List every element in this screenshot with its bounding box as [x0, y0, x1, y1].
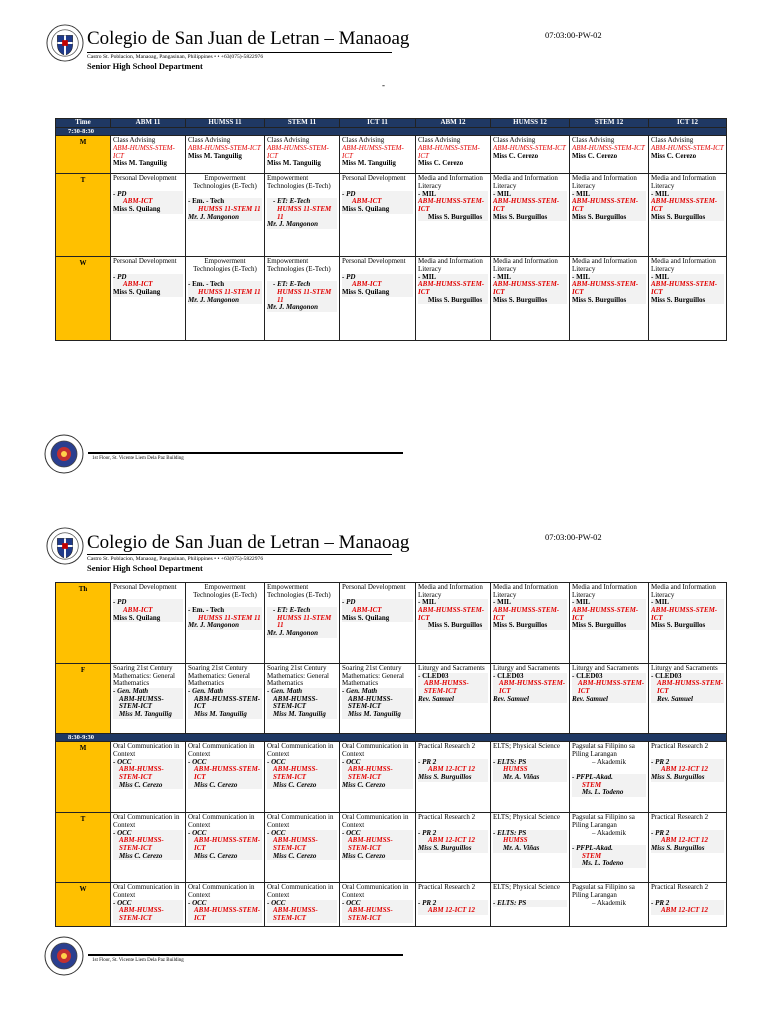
table-cell: Oral Communication in Context - OCC ABM-HUMSS-STEM-ICT Miss C. Cerezo [265, 813, 340, 883]
table-cell: Liturgy and Sacraments - CLED03 ABM-HUMSS-STEM-ICT Rev. Samuel [416, 664, 491, 734]
table-cell: Oral Communication in Context - OCC ABM-HUMSS-STEM-ICT Miss C. Cerezo [265, 742, 340, 813]
schedule-table-page-1 [55, 118, 727, 341]
table-cell: Empowerment Technologies (E-Tech) - ET: E-Tech HUMSS 11-STEM 11 Mr. J. Mangonon [265, 174, 340, 257]
table-cell: Media and Information Literacy - MIL ABM-HUMSS-STEM-ICT Miss S. Burguillos [570, 583, 649, 664]
day-label: M [56, 136, 111, 174]
table-cell: Oral Communication in Context - OCC ABM-HUMSS-STEM-ICT [186, 883, 265, 927]
school-seal-icon [46, 527, 84, 565]
table-cell: Personal Development - PD ABM-ICT Miss S. Quilang [340, 174, 416, 257]
table-cell: Media and Information Literacy - MIL ABM-HUMSS-STEM-ICT Miss S. Burguillos [491, 257, 570, 341]
table-row [56, 583, 727, 664]
footer-seal-icon [44, 434, 84, 474]
day-label: T [56, 813, 111, 883]
table-cell: Media and Information Literacy - MIL ABM-HUMSS-STEM-ICT Miss S. Burguillos [649, 257, 727, 341]
table-cell: Media and Information Literacy - MIL ABM-HUMSS-STEM-ICT Miss S. Burguillos [491, 583, 570, 664]
table-cell: ELTS; Physical Science - ELTS: PS [491, 883, 570, 927]
footer-text: 1st Floor, St. Vicente Liem Dela Paz Building [92, 958, 184, 963]
table-cell: Class Advising ABM-HUMSS-STEM-ICT Miss C. Cerezo [649, 136, 727, 174]
document-code: 07:03:00-PW-02 [545, 30, 602, 40]
table-cell: Class Advising ABM-HUMSS-STEM-ICT Miss M. Tanguilig [186, 136, 265, 174]
table-cell: Pagsulat sa Filipino sa Piling Larangan – Akademik - PFPL-Akad. STEM Ms. L. Todeno [570, 742, 649, 813]
table-cell: Class Advising ABM-HUMSS-STEM-ICT Miss M. Tanguilig [340, 136, 416, 174]
table-cell: Oral Communication in Context - OCC ABM-HUMSS-STEM-ICT Miss C. Cerezo [340, 742, 416, 813]
time-slot-label: 7:30-8:30 [56, 128, 727, 136]
table-cell: Class Advising ABM-HUMSS-STEM-ICT Miss M. Tanguilig [265, 136, 340, 174]
table-row [56, 813, 727, 883]
table-cell: Practical Research 2 - PR 2 ABM 12-ICT 12 Miss S. Burguillos [416, 813, 491, 883]
day-label: F [56, 664, 111, 734]
table-cell: Empowerment Technologies (E-Tech) - Em. - Tech HUMSS 11-STEM 11 Mr. J. Mangonon [186, 583, 265, 664]
table-cell: Personal Development - PD ABM-ICT Miss S. Quilang [111, 257, 186, 341]
school-name: Colegio de San Juan de Letran – Manaoag [87, 532, 410, 553]
table-cell: Liturgy and Sacraments - CLED03 ABM-HUMSS-STEM-ICT Rev. Samuel [649, 664, 727, 734]
table-cell: Oral Communication in Context - OCC ABM-HUMSS-STEM-ICT Miss C. Cerezo [186, 813, 265, 883]
table-cell: Media and Information Literacy - MIL ABM-HUMSS-STEM-ICT Miss S. Burguillos [649, 583, 727, 664]
footer-text: 1st Floor, St. Vicente Liem Dela Paz Building [92, 456, 184, 461]
header-dash: - [382, 80, 385, 90]
table-row [56, 664, 727, 734]
table-cell: Soaring 21st Century Mathematics: General Mathematics - Gen. Math ABM-HUMSS-STEM-ICT Miss M. Tanguilig [265, 664, 340, 734]
department-name: Senior High School Department [87, 563, 203, 573]
col-ict11: ICT 11 [340, 119, 416, 128]
table-cell: Class Advising ABM-HUMSS-STEM-ICT Miss C. Cerezo [491, 136, 570, 174]
header-underline [87, 554, 392, 555]
school-name: Colegio de San Juan de Letran – Manaoag [87, 28, 410, 49]
table-cell: Oral Communication in Context - OCC ABM-HUMSS-STEM-ICT Miss C. Cerezo [111, 742, 186, 813]
day-label: W [56, 883, 111, 927]
footer-seal-icon [44, 936, 84, 976]
table-cell: Class Advising ABM-HUMSS-STEM-ICT Miss M. Tanguilig [111, 136, 186, 174]
table-row [56, 257, 727, 341]
table-cell: Media and Information Literacy - MIL ABM-HUMSS-STEM-ICT Miss S. Burguillos [570, 257, 649, 341]
page-2 [0, 512, 768, 1024]
time-slot-label: 8:30-9:30 [56, 734, 727, 742]
col-abm11: ABM 11 [111, 119, 186, 128]
table-cell: Personal Development - PD ABM-ICT Miss S. Quilang [111, 174, 186, 257]
col-stem11: STEM 11 [265, 119, 340, 128]
schedule-table-page-2 [55, 582, 727, 927]
column-header-row [56, 119, 727, 128]
table-cell: Practical Research 2 - PR 2 ABM 12-ICT 12 [649, 883, 727, 927]
footer-line [88, 954, 403, 956]
department-name: Senior High School Department [87, 61, 203, 71]
table-cell: Liturgy and Sacraments - CLED03 ABM-HUMSS-STEM-ICT Rev. Samuel [491, 664, 570, 734]
table-cell: Oral Communication in Context - OCC ABM-HUMSS-STEM-ICT [340, 883, 416, 927]
time-slot-row [56, 128, 727, 136]
table-cell: Pagsulat sa Filipino sa Piling Larangan – Akademik [570, 883, 649, 927]
table-cell: Media and Information Literacy - MIL ABM-HUMSS-STEM-ICT Miss S. Burguillos [416, 257, 491, 341]
table-cell: Media and Information Literacy - MIL ABM-HUMSS-STEM-ICT Miss S. Burguillos [570, 174, 649, 257]
table-cell: Empowerment Technologies (E-Tech) - Em. - Tech HUMSS 11-STEM 11 Mr. J. Mangonon [186, 257, 265, 341]
table-row [56, 742, 727, 813]
table-cell: Media and Information Literacy - MIL ABM-HUMSS-STEM-ICT Miss S. Burguillos [491, 174, 570, 257]
table-cell: Oral Communication in Context - OCC ABM-HUMSS-STEM-ICT Miss C. Cerezo [111, 813, 186, 883]
time-header: Time [56, 119, 111, 128]
table-cell: Oral Communication in Context - OCC ABM-HUMSS-STEM-ICT Miss C. Cerezo [186, 742, 265, 813]
col-humss11: HUMSS 11 [186, 119, 265, 128]
table-cell: Oral Communication in Context - OCC ABM-HUMSS-STEM-ICT [265, 883, 340, 927]
table-cell: Oral Communication in Context - OCC ABM-HUMSS-STEM-ICT [111, 883, 186, 927]
document-code: 07:03:00-PW-02 [545, 532, 602, 542]
time-slot-row [56, 734, 727, 742]
table-cell: Pagsulat sa Filipino sa Piling Larangan – Akademik - PFPL-Akad. STEM Ms. L. Todeno [570, 813, 649, 883]
table-cell: Personal Development - PD ABM-ICT Miss S. Quilang [111, 583, 186, 664]
table-cell: Soaring 21st Century Mathematics: General Mathematics - Gen. Math ABM-HUMSS-STEM-ICT Miss M. Tanguilig [111, 664, 186, 734]
header-underline [87, 52, 392, 53]
table-cell: Class Advising ABM-HUMSS-STEM-ICT Miss C. Cerezo [416, 136, 491, 174]
school-address: Castro St. Poblacion, Manaoag, Pangasinan, Philippines • • +63(075)-5822976 [87, 556, 264, 562]
table-cell: ELTS; Physical Science - ELTS: PS HUMSS Mr. A. Viñas [491, 742, 570, 813]
table-cell: Personal Development - PD ABM-ICT Miss S. Quilang [340, 583, 416, 664]
table-cell: Oral Communication in Context - OCC ABM-HUMSS-STEM-ICT Miss C. Cerezo [340, 813, 416, 883]
day-label: Th [56, 583, 111, 664]
table-cell: Practical Research 2 - PR 2 ABM 12-ICT 12 Miss S. Burguillos [649, 742, 727, 813]
table-cell: Media and Information Literacy - MIL ABM-HUMSS-STEM-ICT Miss S. Burguillos [649, 174, 727, 257]
day-label: W [56, 257, 111, 341]
col-ict12: ICT 12 [649, 119, 727, 128]
table-cell: Empowerment Technologies (E-Tech) - ET: E-Tech HUMSS 11-STEM 11 Mr. J. Mangonon [265, 583, 340, 664]
day-label: T [56, 174, 111, 257]
table-cell: Soaring 21st Century Mathematics: General Mathematics - Gen. Math ABM-HUMSS-STEM-ICT Miss M. Tanguilig [340, 664, 416, 734]
table-cell: Media and Information Literacy - MIL ABM-HUMSS-STEM-ICT Miss S. Burguillos [416, 174, 491, 257]
table-cell: ELTS; Physical Science - ELTS: PS HUMSS Mr. A. Viñas [491, 813, 570, 883]
table-cell: Practical Research 2 - PR 2 ABM 12-ICT 12 Miss S. Burguillos [649, 813, 727, 883]
table-cell: Media and Information Literacy - MIL ABM-HUMSS-STEM-ICT Miss S. Burguillos [416, 583, 491, 664]
table-row [56, 136, 727, 174]
day-label: M [56, 742, 111, 813]
table-cell: Empowerment Technologies (E-Tech) - Em. - Tech HUMSS 11-STEM 11 Mr. J. Mangonon [186, 174, 265, 257]
table-cell: Personal Development - PD ABM-ICT Miss S. Quilang [340, 257, 416, 341]
table-cell: Class Advising ABM-HUMSS-STEM-ICT Miss C. Cerezo [570, 136, 649, 174]
school-address: Castro St. Poblacion, Manaoag, Pangasinan, Philippines • • +63(075)-5822976 [87, 54, 264, 60]
col-abm12: ABM 12 [416, 119, 491, 128]
table-cell: Practical Research 2 - PR 2 ABM 12-ICT 12 [416, 883, 491, 927]
table-row [56, 174, 727, 257]
col-stem12: STEM 12 [570, 119, 649, 128]
table-row [56, 883, 727, 927]
table-cell: Empowerment Technologies (E-Tech) - ET: E-Tech HUMSS 11-STEM 11 Mr. J. Mangonon [265, 257, 340, 341]
col-humss12: HUMSS 12 [491, 119, 570, 128]
table-cell: Practical Research 2 - PR 2 ABM 12-ICT 12 Miss S. Burguillos [416, 742, 491, 813]
school-seal-icon [46, 24, 84, 62]
table-cell: Soaring 21st Century Mathematics: General Mathematics - Gen. Math ABM-HUMSS-STEM-ICT Miss M. Tanguilig [186, 664, 265, 734]
footer-line [88, 452, 403, 454]
table-cell: Liturgy and Sacraments - CLED03 ABM-HUMSS-STEM-ICT Rev. Samuel [570, 664, 649, 734]
